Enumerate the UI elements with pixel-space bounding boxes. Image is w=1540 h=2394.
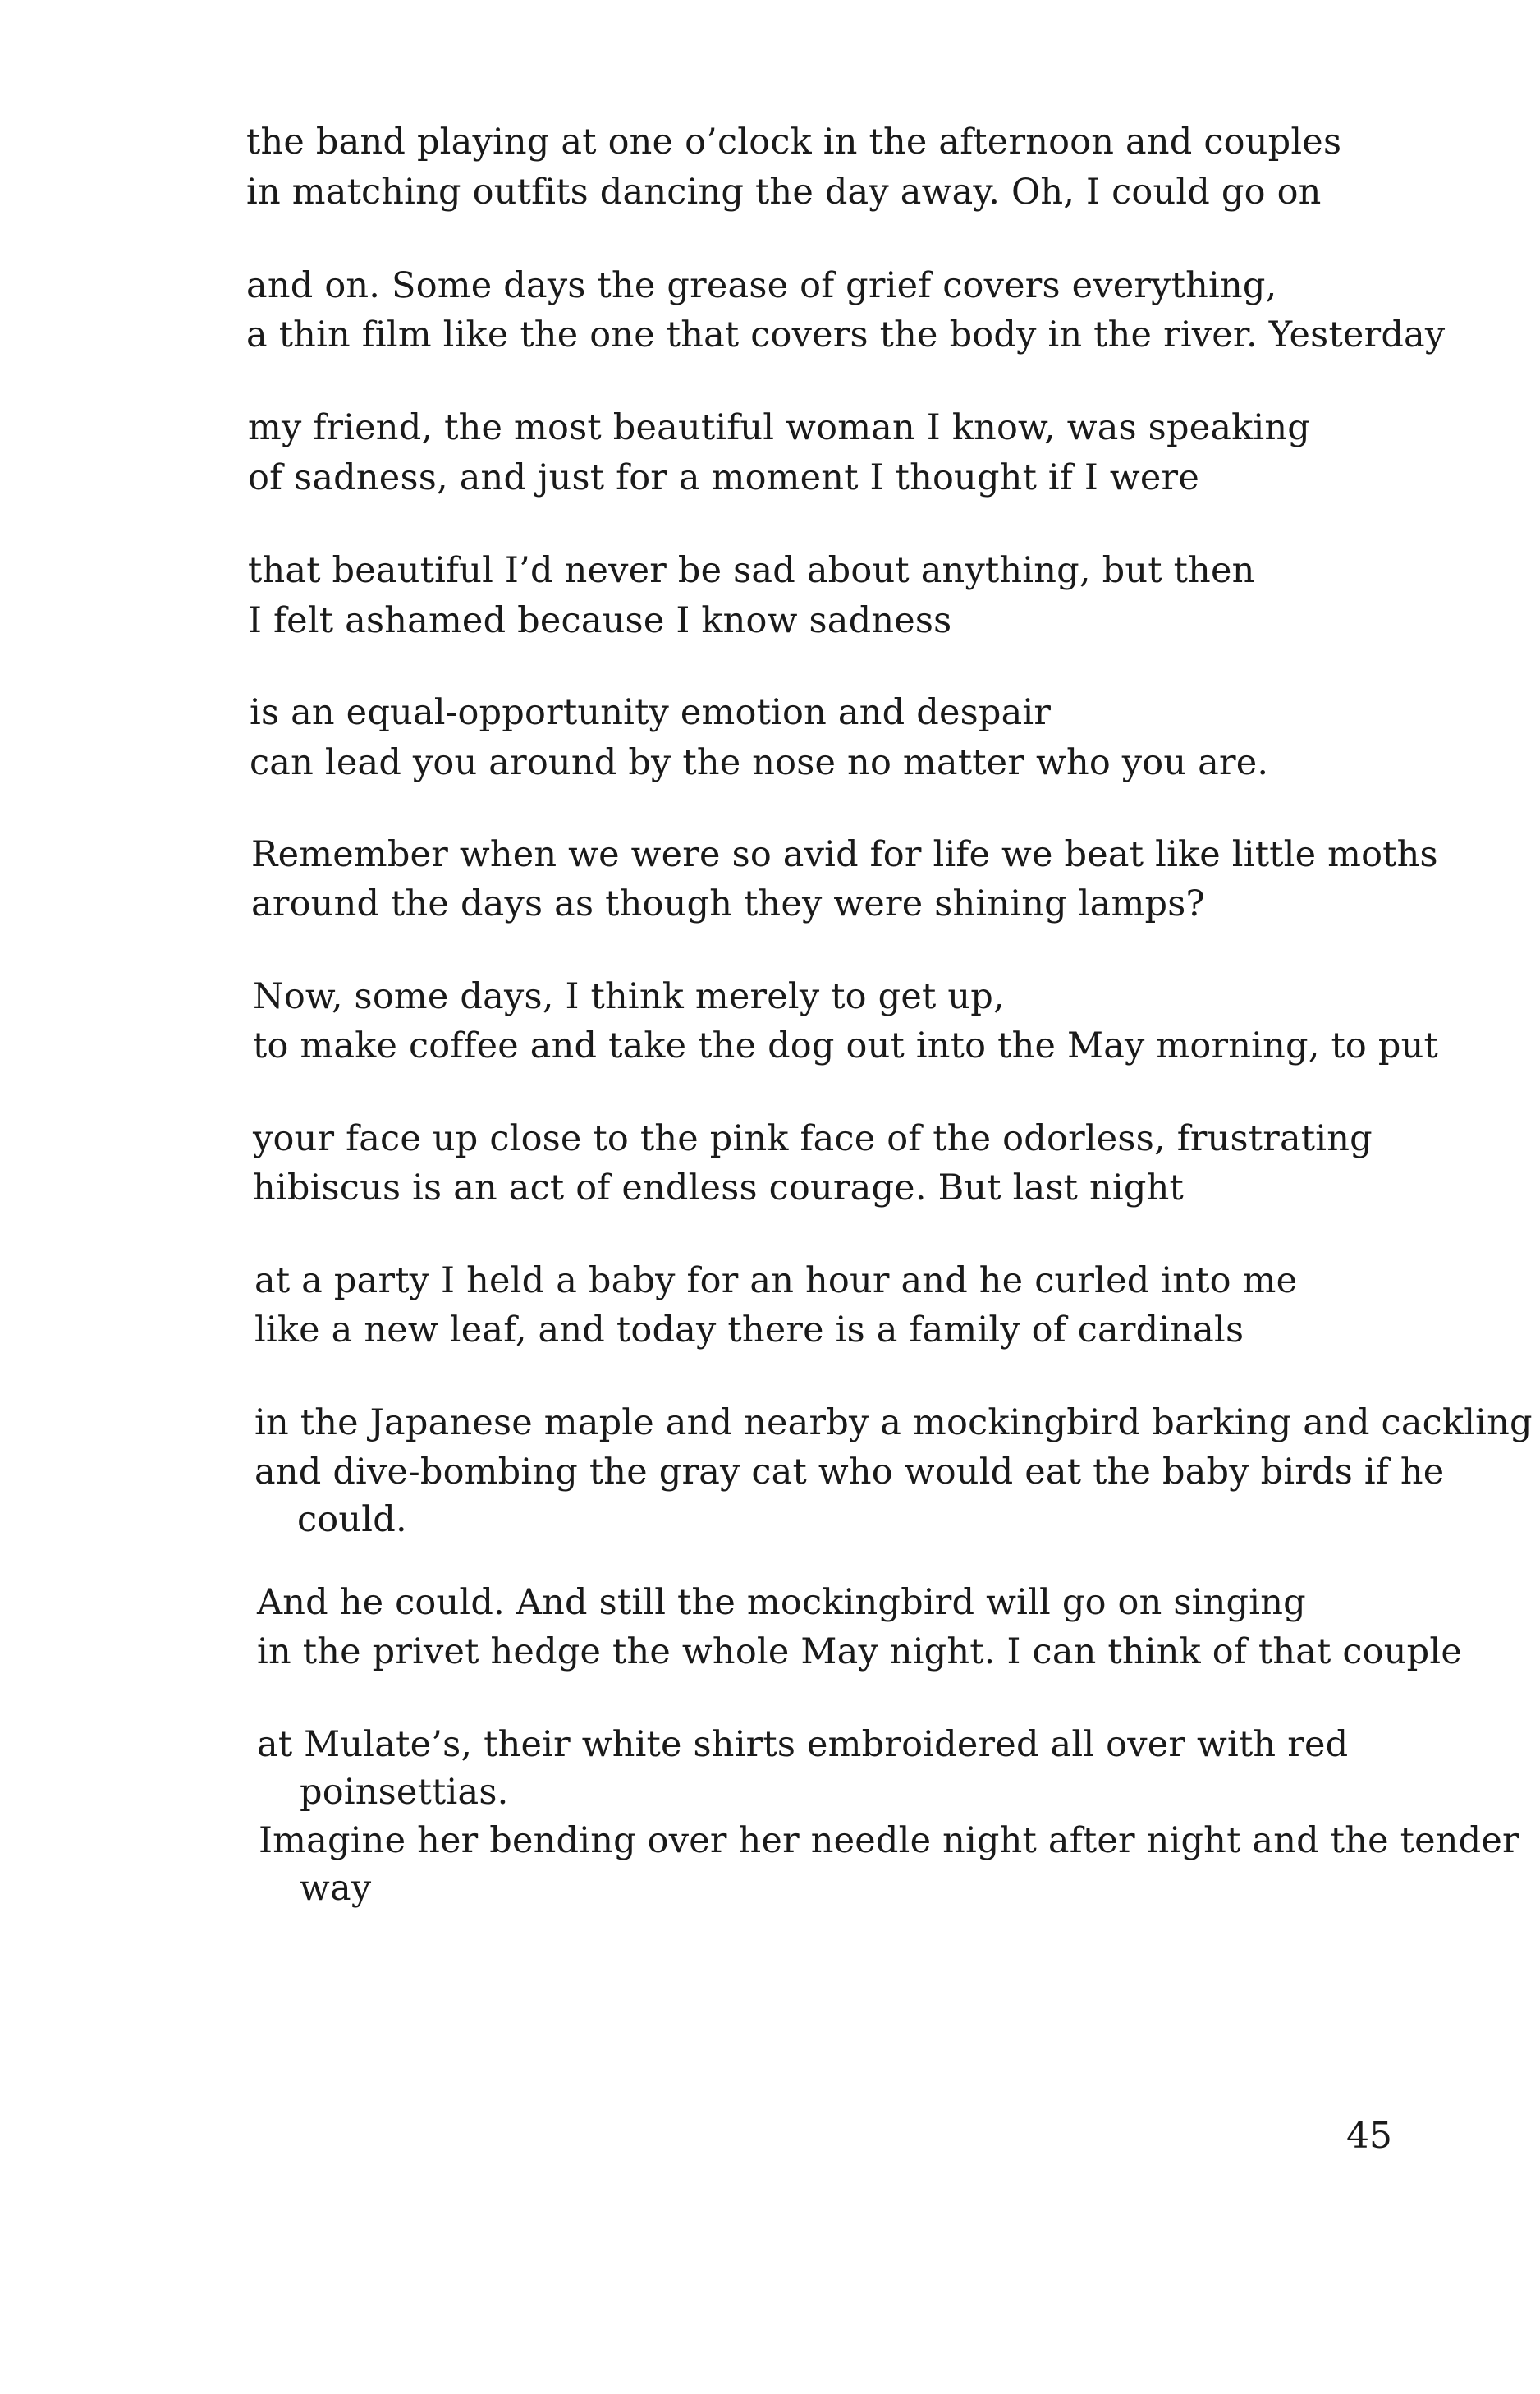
poem-line-11: Remember when we were so avid for life we beat like little moths: [251, 834, 1438, 875]
poem-line-13: Now, some days, I think merely to get up,: [253, 976, 1005, 1017]
poem-line-6: of sadness, and just for a moment I thought if I were: [248, 457, 1199, 498]
poem-line-16: hibiscus is an act of endless courage. But last night: [253, 1167, 1184, 1208]
page-number: 45: [1346, 2115, 1392, 2157]
poem-line-20: and dive-bombing the gray cat who would eat the baby birds if he: [254, 1452, 1445, 1493]
poem-line-23: in the privet hedge the whole May night. I can think of that couple: [257, 1631, 1462, 1672]
poem-line-15: your face up close to the pink face of the odorless, frustrating: [253, 1118, 1373, 1159]
poem-line-7: that beautiful I’d never be sad about anything, but then: [248, 550, 1255, 591]
poem-line-26: Imagine her bending over her needle night after night and the tender: [259, 1820, 1519, 1861]
poem-line-8: I felt ashamed because I know sadness: [248, 600, 952, 641]
poem-line-14: to make coffee and take the dog out into the May morning, to put: [253, 1025, 1438, 1066]
poem-line-9: is an equal-opportunity emotion and despair: [250, 692, 1052, 733]
poem-line-22: And he could. And still the mockingbird will go on singing: [257, 1582, 1306, 1623]
poem-line-4: a thin film like the one that covers the body in the river. Yesterday: [246, 314, 1446, 355]
poem-line-24: at Mulate’s, their white shirts embroidered all over with red: [257, 1724, 1349, 1765]
poem-line-1: the band playing at one o’clock in the afternoon and couples: [246, 122, 1342, 163]
poem-line-5: my friend, the most beautiful woman I know, was speaking: [248, 407, 1310, 448]
poem-line-17: at a party I held a baby for an hour and he curled into me: [254, 1260, 1298, 1301]
poem-line-27: way: [300, 1868, 372, 1909]
poem-line-10: can lead you around by the nose no matter who you are.: [250, 742, 1269, 783]
poem-line-19: in the Japanese maple and nearby a mockingbird barking and cackling: [254, 1402, 1533, 1443]
poem-line-21: could.: [297, 1499, 407, 1540]
poem-line-3: and on. Some days the grease of grief covers everything,: [246, 265, 1277, 306]
poem-line-18: like a new leaf, and today there is a family of cardinals: [254, 1309, 1244, 1351]
poem-line-12: around the days as though they were shining lamps?: [251, 883, 1205, 924]
poem-line-25: poinsettias.: [300, 1772, 509, 1813]
poem-line-2: in matching outfits dancing the day away. Oh, I could go on: [246, 172, 1322, 213]
